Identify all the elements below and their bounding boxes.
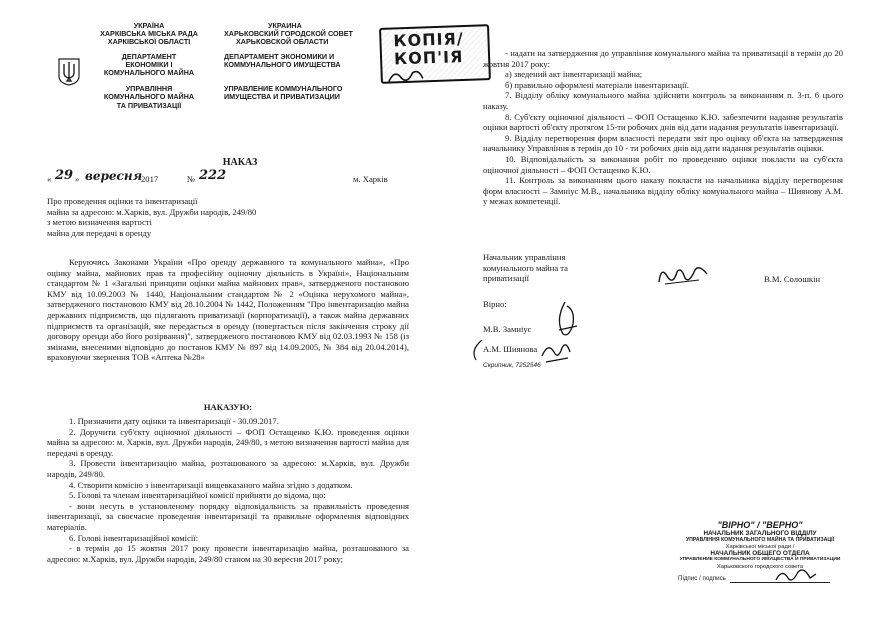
stamp-title: "ВІРНО" / "ВЕРНО" bbox=[717, 520, 803, 530]
stamp-line: НАЧАЛЬНИК ОБЩЕГО ОТДЕЛА bbox=[710, 550, 810, 557]
header-ru-dept-line: ДЕПАРТАМЕНТ ЭКОНОМИКИ И bbox=[224, 51, 335, 61]
order-number-prefix: № bbox=[187, 174, 196, 184]
orders-heading: НАКАЗУЮ: bbox=[203, 402, 253, 412]
signature-icon bbox=[774, 566, 818, 586]
header-ua bbox=[74, 22, 224, 110]
order-item: 10. Відповідальність за виконання робіт по проведенню оцінки покласти на суб'єкта оціночної діяльності – ФОП Остащенко К.Ю. bbox=[483, 153, 843, 175]
order-title: НАКАЗ bbox=[222, 157, 258, 168]
signer-title-line: Начальник управління bbox=[483, 252, 566, 262]
order-subject bbox=[47, 196, 347, 238]
subject-line: майна за адресою: м.Харків, вул. Дружби народів, 249/80 bbox=[47, 206, 257, 217]
order-item: 8. Суб'єкту оціночної діяльності – ФОП Остащенко К.Ю. забезпечити надання результатів оцінки вартості об'єкту протягом 15-ти робочих днів від дати надання результатів інвентаризації. bbox=[483, 111, 843, 133]
signature-icon bbox=[655, 262, 711, 288]
order-item: а) зведений акт інвентаризації майна; bbox=[505, 69, 643, 80]
approved-label: Вірно: bbox=[483, 299, 507, 309]
order-item: 5. Голові та членам інвентаризаційної комісії прийняти до відома, що: bbox=[69, 490, 326, 501]
header-ua-line: ХАРКІВСЬКОЇ ОБЛАСТІ bbox=[107, 37, 191, 47]
handwritten-mark-icon bbox=[386, 66, 427, 85]
header-ua-admin-line: КОМУНАЛЬНОГО МАЙНА bbox=[103, 92, 195, 102]
order-item: 3. Провести інвентаризацію майна, розташованого за адресою: м.Харків, вул. Дружби народів, 249/80. bbox=[47, 458, 409, 479]
header-ru-admin-line: ИМУЩЕСТВА И ПРИВАТИЗАЦИИ bbox=[224, 92, 340, 102]
header-ua-dept-line: КОМУНАЛЬНОГО МАЙНА bbox=[103, 68, 195, 78]
header-ru-dept-line: КОММУНАЛЬНОГО ИМУЩЕСТВА bbox=[224, 59, 341, 69]
order-city: м. Харків bbox=[353, 174, 388, 184]
header-ru-line: УКРАИНА bbox=[268, 21, 302, 30]
order-item: 1. Призначити дату оцінки та інвентаризації - 30.09.2017. bbox=[69, 416, 279, 426]
stamp-line: Харківської міської ради / bbox=[725, 543, 795, 550]
header-ua-dept-line: ЕКОНОМІКИ І bbox=[125, 59, 173, 69]
copy-stamp bbox=[379, 24, 491, 86]
signature-icon bbox=[466, 338, 486, 362]
orders-list-right bbox=[483, 48, 843, 207]
stamp-sign-row bbox=[674, 570, 846, 584]
order-item: 6. Голові інвентаризаційної комісії: bbox=[69, 532, 199, 543]
header-ru-line: ХАРЬКОВСКОЙ ОБЛАСТИ bbox=[236, 37, 329, 47]
signer-title-line: комунального майна та bbox=[483, 262, 568, 273]
orders-list-left bbox=[47, 416, 409, 564]
order-item: - вони несуть в установленому порядку відповідальність за правильність проведення інвентаризації, за своєчасне проведення інвентаризації та правильне оформлення відповідних матеріалів. bbox=[47, 500, 409, 532]
footer-note: Скрипник, 7252546 bbox=[483, 362, 541, 369]
header-ua-line: ХАРКІВСЬКА МІСЬКА РАДА bbox=[100, 29, 198, 39]
stamp-line: УПРАВЛІННЯ КОМУНАЛЬНОГО МАЙНА ТА ПРИВАТИЗАЦІЇ bbox=[685, 537, 835, 543]
signer-title-line: приватизації bbox=[483, 273, 529, 284]
header-ua-admin-line: УПРАВЛІННЯ bbox=[125, 84, 173, 94]
date-month: вересня bbox=[85, 169, 143, 183]
date-quote-close: » bbox=[75, 174, 80, 184]
subject-line: Про проведення оцінки та інвентаризації bbox=[47, 196, 198, 206]
order-number: 222 bbox=[199, 168, 227, 183]
order-item: 7. Відділу обліку комунального майна здійснити контроль за виконанням п. 3-п. 6 цього наказу. bbox=[483, 90, 843, 111]
header-ru bbox=[224, 22, 374, 101]
stamp-sign-label: Підпис / подпись bbox=[678, 575, 726, 582]
order-preamble: Керуючись Законами України «Про оренду державного та комунального майна», «Про оцінку майна, майнових прав та професійну оціночну діяльність в Україні», Національним стандартом № 1 «Загальні принципи оцінки майна майнових прав», затвердженого постановою КМУ від 10.09.2003 № 1440, Національним стандартом № 2 «Оцінка нерухомого майна», затвердженого постановою КМУ від 28.10.2004 № 1442, Положенням "Про інвентаризацію майна державних підприємств, що підлягають приватизації (корпоратизації), а також майна державних підприємств та організацій, яке передається в оренду (повертається після закінчення строку дії договору оренди або його розірвання)", затвердженого постановою КМУ від 02.03.1993 № 158 (із змінами, внесеними відповідно до постанов КМУ № 897 від 14.09.2005, № 384 від 20.04.2014), враховуючи звернення ТОВ «Аптека №28» bbox=[47, 257, 409, 363]
copy-stamp-text: КОПІЯ/ bbox=[393, 28, 464, 51]
order-item: - надати на затвердження до управління комунального майна та приватизації в термін до 20 жовтня 2017 року: bbox=[483, 48, 843, 69]
order-item: 4. Створити комісію з інвентаризації вищевказаного майна згідно з додатком. bbox=[69, 479, 353, 490]
stamp-line: Харьковского городского совета bbox=[716, 563, 804, 570]
stamp-line: УПРАВЛЕНИЕ КОММУНАЛЬНОГО ИМУЩЕСТВА И ПРИВАТИЗАЦИИ bbox=[679, 557, 841, 562]
date-quote-open: « bbox=[47, 174, 52, 184]
order-item: 2. Доручити суб'єкту оціночної діяльності – ФОП Остащенко К.Ю. проведення оцінки майна за адресою: м. Харків, вул. Дружби народів, 249/80, з метою визначення вартості майна для передачі в оренду. bbox=[47, 426, 409, 458]
header-ua-line: УКРАЇНА bbox=[133, 21, 165, 30]
order-item: 9. Відділу перетворення форм власності передати звіт про оцінку об'єкта на затвердження начальнику Управління в термін до 10 - ти робочих днів від дати надання результатів оцінки. bbox=[483, 132, 843, 154]
signer-title bbox=[483, 252, 633, 284]
approver-name: А.М. Шиянова bbox=[483, 344, 538, 354]
header-ru-admin-line: УПРАВЛЕНИЕ КОММУНАЛЬНОГО bbox=[224, 84, 343, 94]
signer-name: В.М. Солошкін bbox=[764, 274, 821, 284]
header-ru-line: ХАРЬКОВСКИЙ ГОРОДСКОЙ СОВЕТ bbox=[224, 29, 353, 39]
approver-name: М.В. Замніус bbox=[483, 324, 532, 334]
copy-stamp-text: КОП'ІЯ bbox=[393, 47, 464, 69]
date-year: 2017 bbox=[141, 174, 159, 184]
certification-stamp bbox=[674, 520, 846, 592]
order-item: 11. Контроль за виконанням цього наказу покласти на начальника відділу перетворення форм власності – Замніус М.В., начальника відділу обліку комунального майна – Шиянову А.М. у межах компетенції. bbox=[483, 175, 843, 207]
signature-icon bbox=[545, 300, 585, 340]
order-date-line bbox=[47, 168, 427, 188]
date-day: 29 bbox=[55, 168, 74, 183]
header-ua-admin-line: ТА ПРИВАТИЗАЦІЇ bbox=[116, 100, 182, 110]
order-item: б) правильно оформлені матеріали інвентаризації. bbox=[505, 79, 689, 90]
order-item: - в термін до 15 жовтня 2017 року провести інвентаризацію майна, розташованого за адресою: м.Харків, вул. Дружби народів, 249/80 станом на 30 вересня 2017 року; bbox=[47, 543, 409, 564]
stamp-line: НАЧАЛЬНИК ЗАГАЛЬНОГО ВІДДІЛУ bbox=[703, 530, 817, 537]
subject-line: з метою визначення вартості bbox=[47, 217, 152, 228]
header-ua-dept-line: ДЕПАРТАМЕНТ bbox=[121, 51, 177, 61]
subject-line: майна для передачі в оренду bbox=[47, 227, 152, 238]
